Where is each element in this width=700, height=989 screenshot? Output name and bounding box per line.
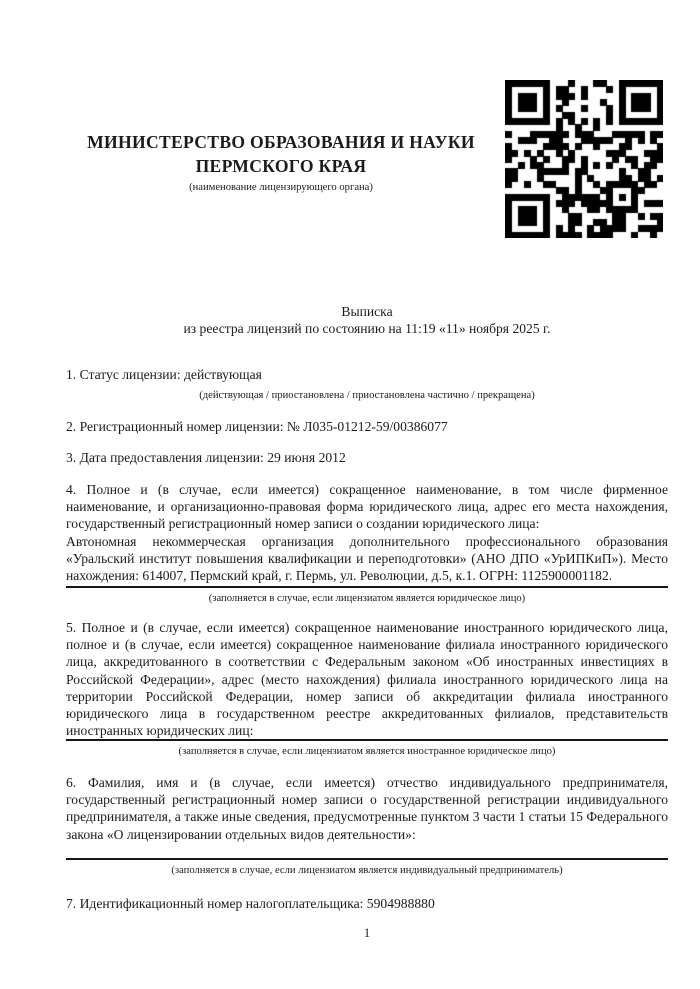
ministry-name-line2: ПЕРМСКОГО КРАЯ bbox=[195, 155, 367, 176]
letterhead bbox=[66, 131, 496, 193]
document-title-block bbox=[66, 303, 668, 337]
licensing-authority-caption: (наименование лицензирующего органа) bbox=[189, 182, 373, 193]
entrepreneur-divider bbox=[66, 858, 668, 860]
entrepreneur-caption: (заполняется в случае, если лицензиатом является индивидуальный предприниматель) bbox=[171, 865, 563, 876]
status-options-caption: (действующая / приостановлена / приостановлена частично / прекращена) bbox=[199, 390, 535, 401]
ministry-name-line1: МИНИСТЕРСТВО ОБРАЗОВАНИЯ И НАУКИ bbox=[87, 132, 475, 152]
foreign-entity-description: 5. Полное и (в случае, если имеется) сокращенное наименование иностранного юридического лица, полное и (в случае, если имеется) сокращенное наименование филиала иностранного юридического лица, аккредитованного в соответствии с Федеральным законом «Об иностранных инвестициях в Российской Федерации», адрес (место нахождения) филиала иностранного юридического лица на территории Российской Федерации, номер записи об аккредитации филиала иностранного юридического лица в государственном реестре аккредитованных филиалов, представительств иностранных юридических лиц: bbox=[66, 620, 668, 739]
legal-entity-caption: (заполняется в случае, если лицензиатом является юридическое лицо) bbox=[208, 593, 526, 604]
foreign-entity-caption: (заполняется в случае, если лицензиатом является иностранное юридическое лицо) bbox=[178, 746, 556, 757]
taxpayer-id-line: 7. Идентификационный номер налогоплательщика: 5904988880 bbox=[66, 896, 435, 911]
page-number: 1 bbox=[363, 926, 371, 940]
extract-title: Выписка bbox=[341, 304, 393, 319]
foreign-entity-divider bbox=[66, 739, 668, 741]
qr-code bbox=[505, 80, 663, 238]
legal-entity-section bbox=[66, 481, 668, 584]
license-grant-date-line: 3. Дата предоставления лицензии: 29 июня 2012 bbox=[66, 450, 346, 465]
license-number-line: 2. Регистрационный номер лицензии: № Л035-01212-59/00386077 bbox=[66, 419, 448, 434]
legal-entity-value: Автономная некоммерческая организация дополнительного профессионального образования «Уральский институт повышения квалификации и переподготовки» (АНО ДПО «УрИПКиП»). Место нахождения: 614007, Пермский край, г. Пермь, ул. Революции, д.5, к.1. ОГРН: 1125900001182. bbox=[66, 533, 668, 584]
license-status-line: 1. Статус лицензии: действующая bbox=[66, 367, 262, 382]
legal-entity-description: 4. Полное и (в случае, если имеется) сокращенное наименование, в том числе фирменное наименование, и организационно-правовая форма юридического лица, адрес его места нахождения, государственный регистрационный номер записи о создании юридического лица: bbox=[66, 482, 668, 532]
legal-entity-divider bbox=[66, 586, 668, 588]
entrepreneur-description: 6. Фамилия, имя и (в случае, если имеется) отчество индивидуального предпринимателя, государственный регистрационный номер записи о государственной регистрации индивидуального предпринимателя, а также иные сведения, предусмотренные пунктом 3 части 1 статьи 15 Федерального закона «О лицензировании отдельных видов деятельности»: bbox=[66, 775, 668, 842]
extract-date-line: из реестра лицензий по состоянию на 11:19 «11» ноября 2025 г. bbox=[183, 321, 551, 337]
